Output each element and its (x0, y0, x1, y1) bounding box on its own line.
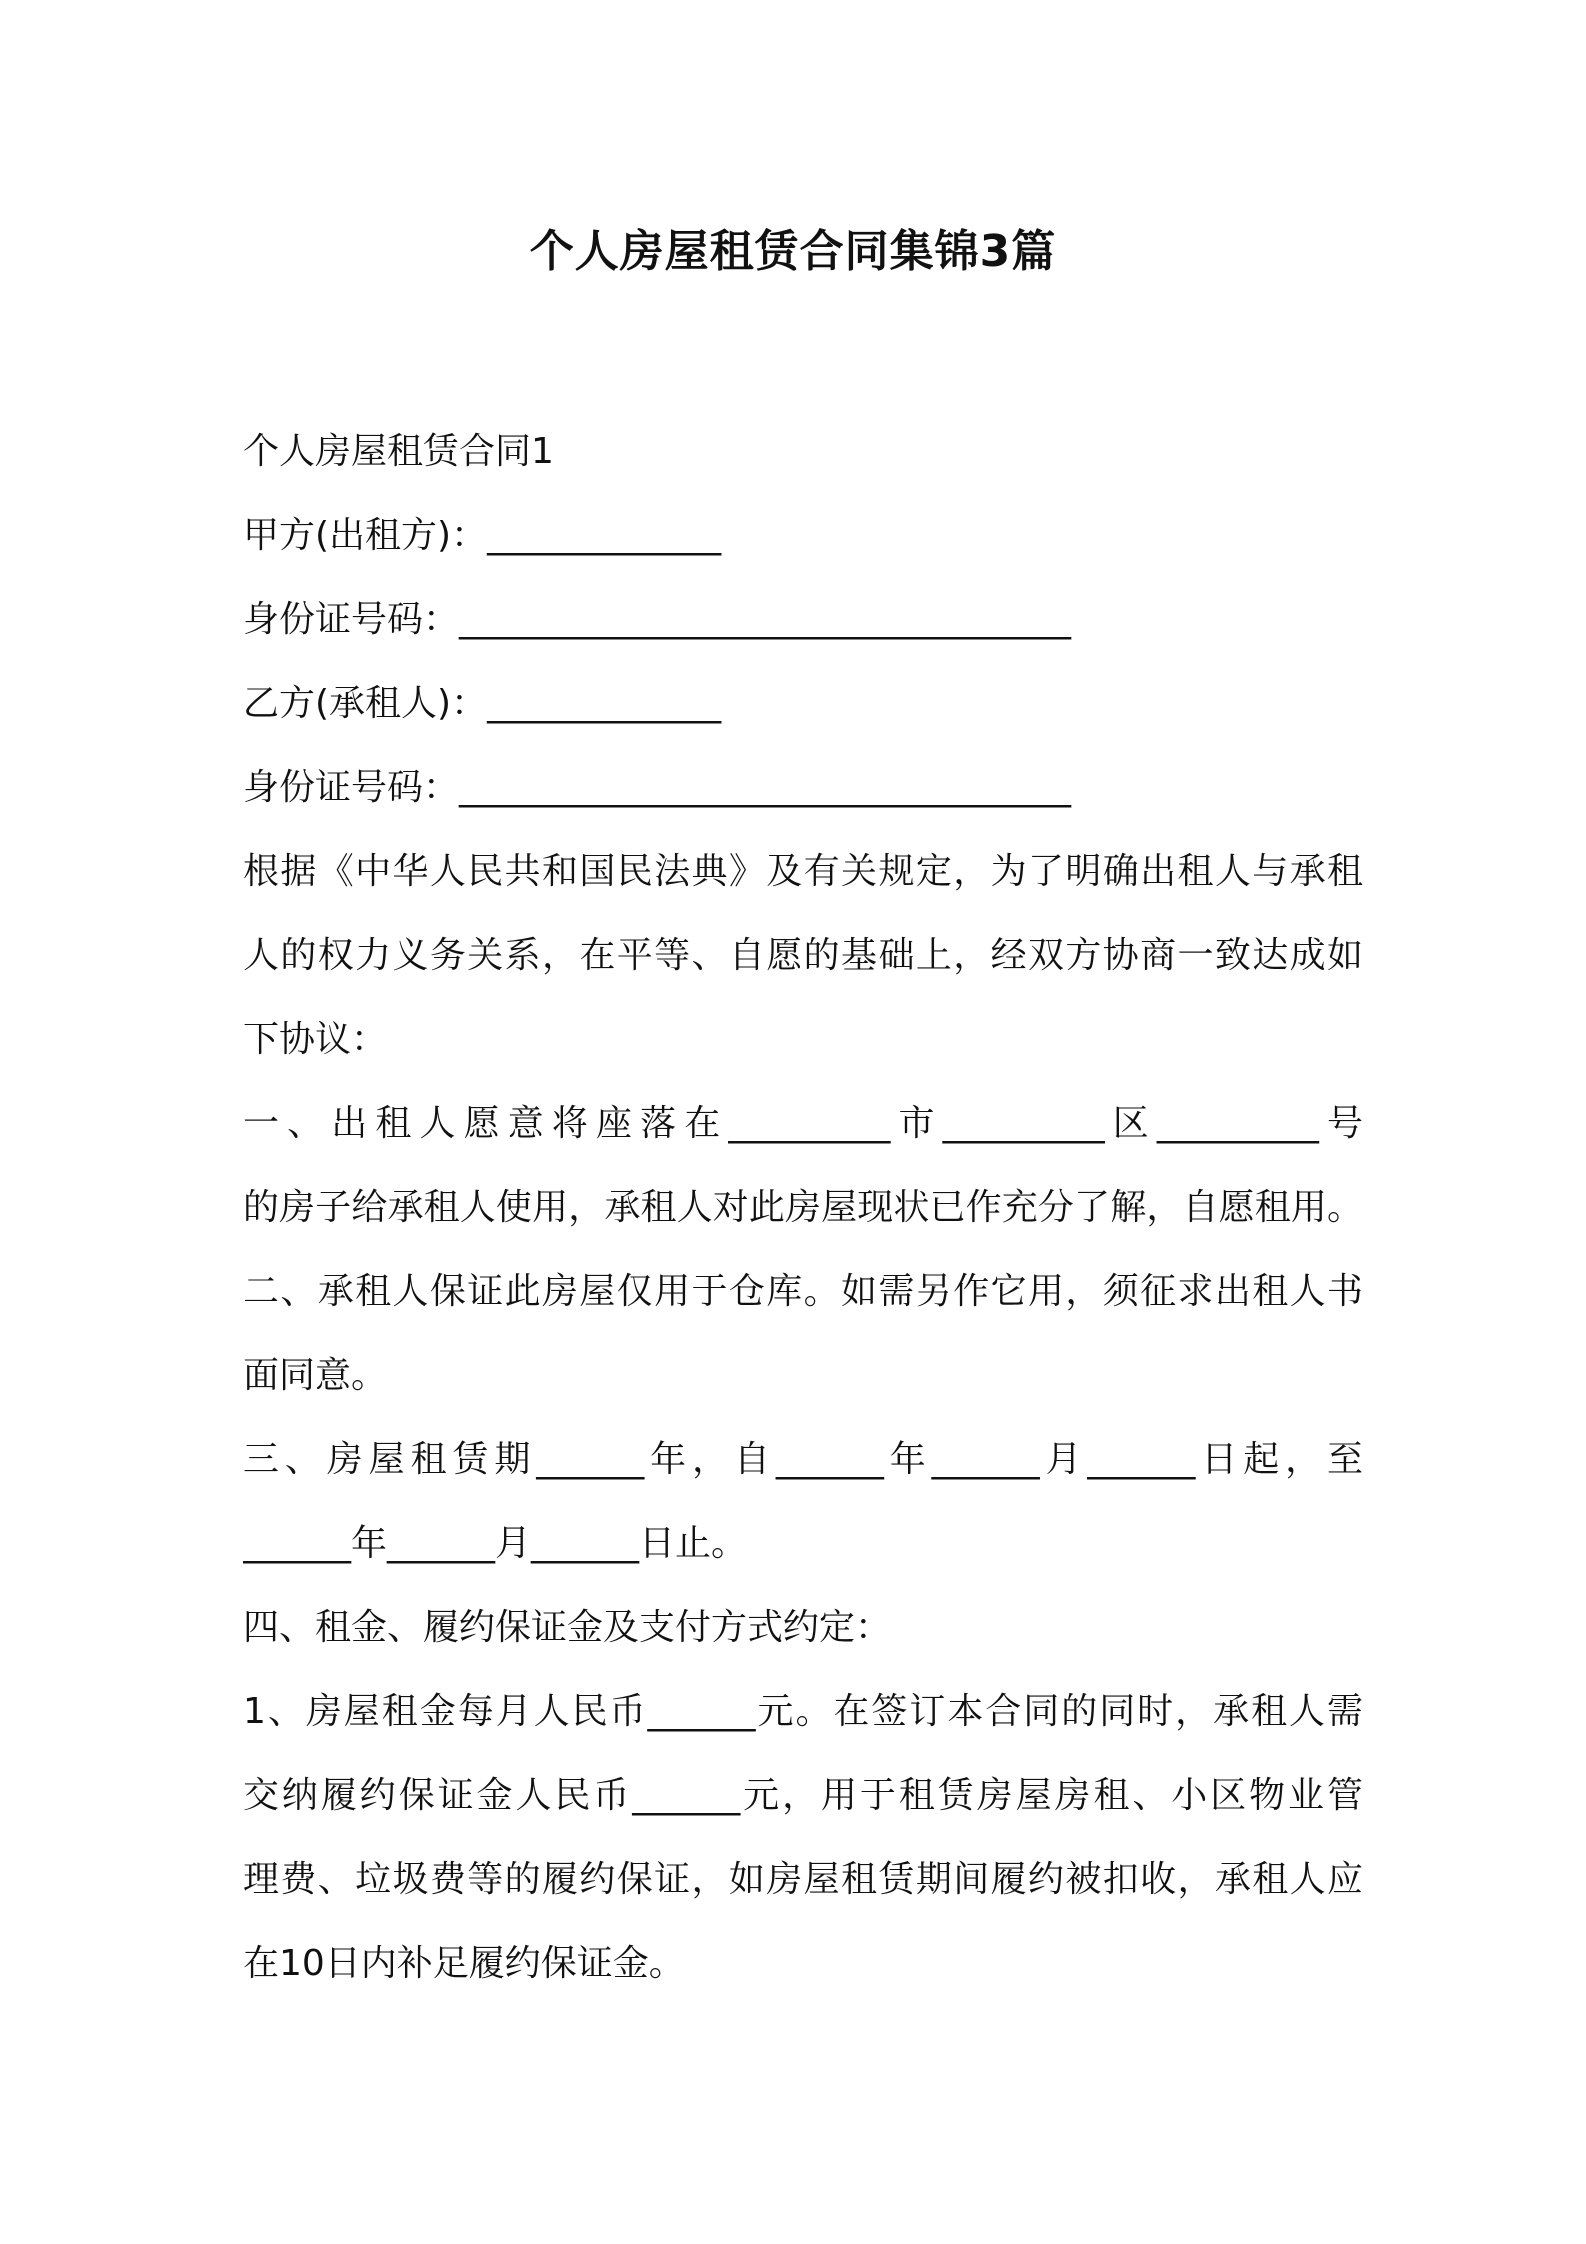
clause-4-heading: 四、租金、履约保证金及支付方式约定： (243, 1607, 892, 1648)
clause-4-1-line-2: 交纳履约保证金人民币______元，用于租赁房屋房租、小区物业管 (243, 1775, 1363, 1816)
clause-4-1-line-4: 在10日内补足履约保证金。 (243, 1943, 685, 1984)
clause-3-line-1: 三、房屋租赁期______年，自______年______月______日起，至 (243, 1439, 1363, 1480)
document-body (243, 410, 1363, 2006)
party-a-line: 甲方(出租方)：_____________ (243, 515, 722, 556)
party-a-id-line: 身份证号码：__________________________________ (243, 599, 1072, 640)
clause-2-line-1: 二、承租人保证此房屋仅用于仓库。如需另作它用，须征求出租人书 (243, 1271, 1363, 1312)
section-heading: 个人房屋租赁合同1 (243, 431, 554, 472)
clause-2-line-2: 面同意。 (243, 1355, 388, 1396)
party-b-id-line: 身份证号码：__________________________________ (243, 767, 1072, 808)
clause-3-line-2: ______年______月______日止。 (243, 1523, 748, 1564)
clause-1-line-2: 的房子给承租人使用，承租人对此房屋现状已作充分了解，自愿租用。 (243, 1187, 1363, 1228)
clause-4-1-line-1: 1、房屋租金每月人民币______元。在签订本合同的同时，承租人需 (243, 1691, 1363, 1732)
preamble-line-3: 下协议： (243, 1019, 388, 1060)
preamble-line-1: 根据《中华人民共和国民法典》及有关规定，为了明确出租人与承租 (243, 851, 1363, 892)
document-title: 个人房屋租赁合同集锦3篇 (529, 226, 1057, 277)
preamble-line-2: 人的权力义务关系，在平等、自愿的基础上，经双方协商一致达成如 (243, 935, 1363, 976)
clause-1-line-1: 一、出租人愿意将座落在_________市_________区_________号 (243, 1103, 1363, 1144)
party-b-line: 乙方(承租人)：_____________ (243, 683, 722, 724)
clause-4-1-line-3: 理费、垃圾费等的履约保证，如房屋租赁期间履约被扣收，承租人应 (243, 1859, 1363, 1900)
